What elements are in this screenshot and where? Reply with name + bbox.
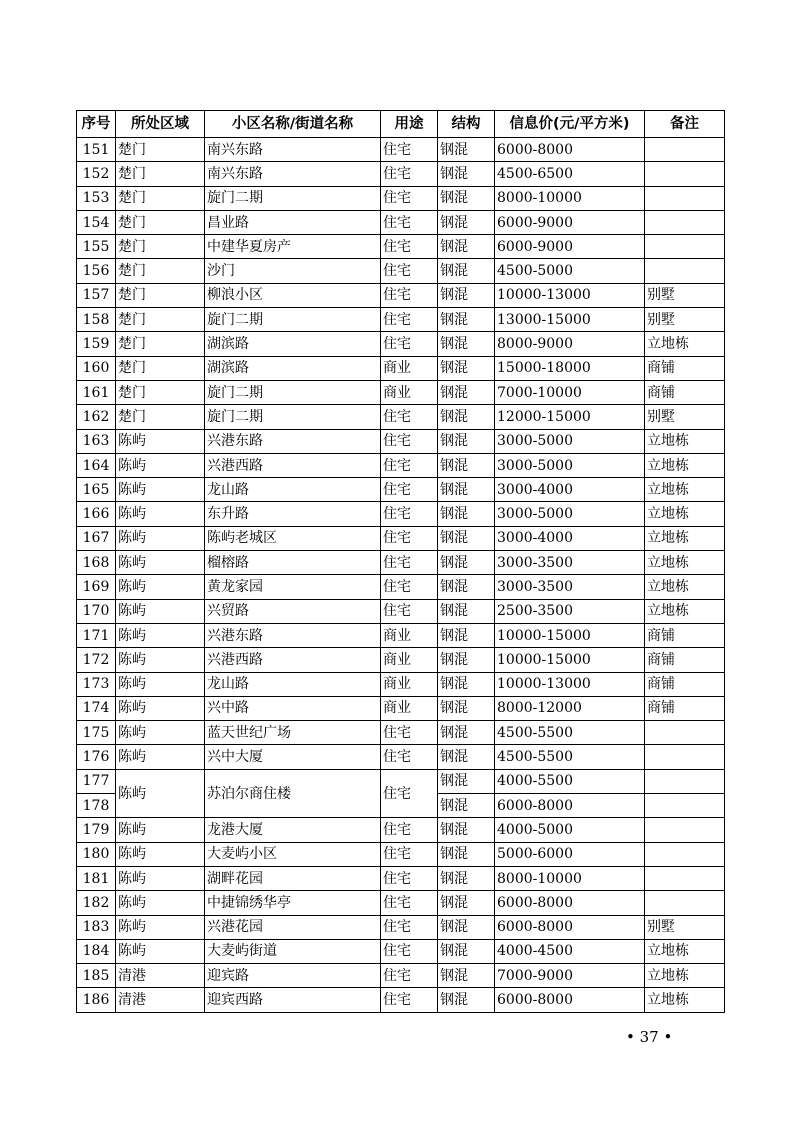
row-price: 6000-8000: [495, 891, 645, 915]
row-number: 162: [77, 405, 116, 429]
row-name: 兴港西路: [205, 453, 381, 477]
table-row: [77, 696, 725, 720]
table-row: [77, 745, 725, 769]
row-name: 兴中路: [205, 696, 381, 720]
row-number: 157: [77, 283, 116, 307]
row-use: 住宅: [381, 988, 438, 1012]
row-area: 楚门: [116, 138, 205, 162]
table-row: [77, 672, 725, 696]
row-price: 4500-5500: [495, 745, 645, 769]
row-note: [645, 891, 725, 915]
row-name: 南兴东路: [205, 162, 381, 186]
row-structure: 钢混: [438, 186, 495, 210]
row-note: 别墅: [645, 405, 725, 429]
row-use: 住宅: [381, 769, 438, 818]
row-structure: 钢混: [438, 915, 495, 939]
header-use: 用途: [381, 111, 438, 138]
row-area: 楚门: [116, 186, 205, 210]
row-price: 7000-10000: [495, 380, 645, 404]
row-structure: 钢混: [438, 818, 495, 842]
row-use: 住宅: [381, 502, 438, 526]
row-area: 陈屿: [116, 551, 205, 575]
row-price: 3000-5000: [495, 453, 645, 477]
row-use: 住宅: [381, 915, 438, 939]
row-name: 龙山路: [205, 672, 381, 696]
table-row: [77, 866, 725, 890]
row-name: 兴中大厦: [205, 745, 381, 769]
row-name: 兴港花园: [205, 915, 381, 939]
row-note: 立地栋: [645, 429, 725, 453]
row-price: 10000-15000: [495, 623, 645, 647]
row-note: [645, 745, 725, 769]
row-number: 178: [77, 794, 116, 818]
row-number: 176: [77, 745, 116, 769]
row-number: 158: [77, 308, 116, 332]
row-use: 商业: [381, 696, 438, 720]
row-structure: 钢混: [438, 794, 495, 818]
row-price: 6000-8000: [495, 138, 645, 162]
row-note: 立地栋: [645, 502, 725, 526]
row-area: 陈屿: [116, 745, 205, 769]
row-price: 3000-4000: [495, 478, 645, 502]
row-area: 清港: [116, 988, 205, 1012]
row-use: 住宅: [381, 818, 438, 842]
row-area: 陈屿: [116, 648, 205, 672]
row-price: 2500-3500: [495, 599, 645, 623]
row-note: [645, 794, 725, 818]
row-area: 楚门: [116, 380, 205, 404]
row-use: 住宅: [381, 721, 438, 745]
row-number: 165: [77, 478, 116, 502]
row-note: 别墅: [645, 308, 725, 332]
row-note: 立地栋: [645, 526, 725, 550]
row-number: 184: [77, 939, 116, 963]
table-row: [77, 721, 725, 745]
row-number: 183: [77, 915, 116, 939]
table-row: [77, 769, 725, 793]
table-row: [77, 429, 725, 453]
table-row: [77, 599, 725, 623]
row-note: 立地栋: [645, 453, 725, 477]
row-name: 迎宾路: [205, 964, 381, 988]
row-use: 商业: [381, 380, 438, 404]
table-row: [77, 259, 725, 283]
row-number: 163: [77, 429, 116, 453]
row-number: 169: [77, 575, 116, 599]
row-use: 住宅: [381, 599, 438, 623]
row-area: 楚门: [116, 162, 205, 186]
row-note: 别墅: [645, 283, 725, 307]
row-structure: 钢混: [438, 162, 495, 186]
row-area: 陈屿: [116, 842, 205, 866]
row-structure: 钢混: [438, 866, 495, 890]
row-name: 湖滨路: [205, 332, 381, 356]
row-use: 住宅: [381, 308, 438, 332]
row-structure: 钢混: [438, 988, 495, 1012]
row-name: 旋门二期: [205, 308, 381, 332]
row-number: 182: [77, 891, 116, 915]
row-note: 立地栋: [645, 988, 725, 1012]
row-note: 立地栋: [645, 478, 725, 502]
row-use: 住宅: [381, 939, 438, 963]
row-price: 4500-5500: [495, 721, 645, 745]
row-area: 清港: [116, 964, 205, 988]
row-note: 商铺: [645, 356, 725, 380]
row-name: 兴贸路: [205, 599, 381, 623]
row-price: 4500-5000: [495, 259, 645, 283]
row-use: 住宅: [381, 478, 438, 502]
row-name: 东升路: [205, 502, 381, 526]
row-area: 楚门: [116, 405, 205, 429]
row-area: 楚门: [116, 283, 205, 307]
row-note: 立地栋: [645, 575, 725, 599]
row-note: 立地栋: [645, 551, 725, 575]
table-row: [77, 891, 725, 915]
table-row: [77, 235, 725, 259]
row-use: 住宅: [381, 575, 438, 599]
row-number: 152: [77, 162, 116, 186]
row-area: 陈屿: [116, 818, 205, 842]
row-number: 186: [77, 988, 116, 1012]
row-name: 大麦屿街道: [205, 939, 381, 963]
row-number: 164: [77, 453, 116, 477]
header-price: 信息价(元/平方米): [495, 111, 645, 138]
row-structure: 钢混: [438, 235, 495, 259]
row-structure: 钢混: [438, 380, 495, 404]
row-note: 立地栋: [645, 964, 725, 988]
row-number: 179: [77, 818, 116, 842]
row-area: 楚门: [116, 356, 205, 380]
row-number: 166: [77, 502, 116, 526]
row-name: 黄龙家园: [205, 575, 381, 599]
table-row: [77, 623, 725, 647]
row-use: 商业: [381, 648, 438, 672]
row-use: 住宅: [381, 259, 438, 283]
table-row: [77, 283, 725, 307]
row-price: 8000-10000: [495, 866, 645, 890]
row-area: 陈屿: [116, 526, 205, 550]
row-area: 楚门: [116, 235, 205, 259]
row-price: 5000-6000: [495, 842, 645, 866]
table-row: [77, 648, 725, 672]
row-note: 商铺: [645, 380, 725, 404]
row-area: 陈屿: [116, 599, 205, 623]
row-structure: 钢混: [438, 623, 495, 647]
row-price: 3000-3500: [495, 575, 645, 599]
row-name: 陈屿老城区: [205, 526, 381, 550]
table-row: [77, 988, 725, 1012]
row-price: 10000-13000: [495, 672, 645, 696]
row-number: 174: [77, 696, 116, 720]
price-table: [76, 110, 725, 1013]
row-number: 160: [77, 356, 116, 380]
row-note: 立地栋: [645, 599, 725, 623]
row-note: 别墅: [645, 915, 725, 939]
row-area: 陈屿: [116, 478, 205, 502]
row-structure: 钢混: [438, 332, 495, 356]
row-number: 154: [77, 210, 116, 234]
row-structure: 钢混: [438, 842, 495, 866]
row-name: 迎宾西路: [205, 988, 381, 1012]
row-number: 155: [77, 235, 116, 259]
row-number: 167: [77, 526, 116, 550]
row-structure: 钢混: [438, 939, 495, 963]
row-name: 苏泊尔商住楼: [205, 769, 381, 818]
row-structure: 钢混: [438, 891, 495, 915]
row-structure: 钢混: [438, 259, 495, 283]
row-use: 商业: [381, 672, 438, 696]
row-number: 173: [77, 672, 116, 696]
row-use: 住宅: [381, 866, 438, 890]
row-area: 陈屿: [116, 429, 205, 453]
row-note: [645, 769, 725, 793]
row-structure: 钢混: [438, 429, 495, 453]
row-name: 中建华夏房产: [205, 235, 381, 259]
row-number: 180: [77, 842, 116, 866]
row-use: 住宅: [381, 235, 438, 259]
row-area: 陈屿: [116, 915, 205, 939]
row-note: [645, 210, 725, 234]
row-area: 楚门: [116, 308, 205, 332]
row-price: 6000-8000: [495, 915, 645, 939]
table-row: [77, 210, 725, 234]
row-area: 陈屿: [116, 502, 205, 526]
row-structure: 钢混: [438, 648, 495, 672]
row-area: 陈屿: [116, 623, 205, 647]
row-name: 旋门二期: [205, 405, 381, 429]
table-row: [77, 405, 725, 429]
row-name: 旋门二期: [205, 186, 381, 210]
row-structure: 钢混: [438, 308, 495, 332]
row-note: [645, 842, 725, 866]
row-price: 4500-6500: [495, 162, 645, 186]
row-note: 立地栋: [645, 939, 725, 963]
row-use: 住宅: [381, 429, 438, 453]
row-structure: 钢混: [438, 138, 495, 162]
row-area: 陈屿: [116, 453, 205, 477]
row-note: [645, 866, 725, 890]
row-number: 172: [77, 648, 116, 672]
row-price: 13000-15000: [495, 308, 645, 332]
row-note: 立地栋: [645, 332, 725, 356]
row-name: 兴港东路: [205, 623, 381, 647]
row-number: 181: [77, 866, 116, 890]
row-structure: 钢混: [438, 283, 495, 307]
row-price: 7000-9000: [495, 964, 645, 988]
table-header-row: [77, 111, 725, 138]
row-use: 住宅: [381, 842, 438, 866]
row-price: 3000-3500: [495, 551, 645, 575]
table-row: [77, 138, 725, 162]
row-number: 175: [77, 721, 116, 745]
row-structure: 钢混: [438, 696, 495, 720]
row-price: 12000-15000: [495, 405, 645, 429]
row-note: [645, 721, 725, 745]
row-price: 8000-9000: [495, 332, 645, 356]
row-price: 3000-5000: [495, 502, 645, 526]
row-use: 商业: [381, 356, 438, 380]
row-name: 兴港西路: [205, 648, 381, 672]
row-name: 柳浪小区: [205, 283, 381, 307]
row-price: 6000-9000: [495, 235, 645, 259]
row-price: 6000-8000: [495, 794, 645, 818]
row-note: [645, 259, 725, 283]
row-name: 湖畔花园: [205, 866, 381, 890]
row-structure: 钢混: [438, 745, 495, 769]
table-row: [77, 526, 725, 550]
table-row: [77, 842, 725, 866]
row-use: 住宅: [381, 745, 438, 769]
header-no: 序号: [77, 111, 116, 138]
row-structure: 钢混: [438, 453, 495, 477]
row-name: 昌业路: [205, 210, 381, 234]
table-body: [77, 138, 725, 1013]
row-area: 楚门: [116, 259, 205, 283]
row-note: 商铺: [645, 696, 725, 720]
row-name: 湖滨路: [205, 356, 381, 380]
row-price: 4000-5500: [495, 769, 645, 793]
row-structure: 钢混: [438, 502, 495, 526]
row-use: 住宅: [381, 210, 438, 234]
row-structure: 钢混: [438, 672, 495, 696]
table-row: [77, 551, 725, 575]
row-name: 蓝天世纪广场: [205, 721, 381, 745]
table-row: [77, 308, 725, 332]
row-number: 168: [77, 551, 116, 575]
table-row: [77, 478, 725, 502]
row-price: 6000-9000: [495, 210, 645, 234]
row-note: [645, 138, 725, 162]
row-structure: 钢混: [438, 964, 495, 988]
row-structure: 钢混: [438, 575, 495, 599]
row-use: 住宅: [381, 964, 438, 988]
row-structure: 钢混: [438, 210, 495, 234]
row-note: 商铺: [645, 672, 725, 696]
row-structure: 钢混: [438, 769, 495, 793]
row-price: 3000-4000: [495, 526, 645, 550]
table-row: [77, 575, 725, 599]
row-area: 陈屿: [116, 769, 205, 818]
table-row: [77, 453, 725, 477]
row-structure: 钢混: [438, 551, 495, 575]
row-price: 8000-12000: [495, 696, 645, 720]
row-price: 3000-5000: [495, 429, 645, 453]
row-structure: 钢混: [438, 405, 495, 429]
row-use: 住宅: [381, 283, 438, 307]
table-row: [77, 915, 725, 939]
row-number: 170: [77, 599, 116, 623]
table-row: [77, 332, 725, 356]
row-price: 8000-10000: [495, 186, 645, 210]
header-note: 备注: [645, 111, 725, 138]
row-use: 住宅: [381, 332, 438, 356]
row-name: 旋门二期: [205, 380, 381, 404]
header-structure: 结构: [438, 111, 495, 138]
table-row: [77, 818, 725, 842]
row-number: 177: [77, 769, 116, 793]
table-row: [77, 356, 725, 380]
row-note: 商铺: [645, 623, 725, 647]
row-use: 住宅: [381, 162, 438, 186]
row-use: 住宅: [381, 526, 438, 550]
header-area: 所处区域: [116, 111, 205, 138]
row-use: 住宅: [381, 891, 438, 915]
row-name: 南兴东路: [205, 138, 381, 162]
row-number: 153: [77, 186, 116, 210]
table-row: [77, 186, 725, 210]
row-number: 156: [77, 259, 116, 283]
row-structure: 钢混: [438, 721, 495, 745]
row-use: 住宅: [381, 551, 438, 575]
row-area: 陈屿: [116, 575, 205, 599]
row-use: 住宅: [381, 453, 438, 477]
row-name: 沙门: [205, 259, 381, 283]
row-price: 10000-13000: [495, 283, 645, 307]
row-price: 15000-18000: [495, 356, 645, 380]
row-name: 中捷锦绣华亭: [205, 891, 381, 915]
row-price: 6000-8000: [495, 988, 645, 1012]
row-note: [645, 186, 725, 210]
row-use: 住宅: [381, 138, 438, 162]
row-note: 商铺: [645, 648, 725, 672]
row-use: 住宅: [381, 186, 438, 210]
row-structure: 钢混: [438, 356, 495, 380]
row-structure: 钢混: [438, 526, 495, 550]
row-name: 榴榕路: [205, 551, 381, 575]
row-price: 4000-4500: [495, 939, 645, 963]
page-number: • 37 •: [626, 1028, 673, 1046]
row-area: 陈屿: [116, 696, 205, 720]
row-area: 陈屿: [116, 866, 205, 890]
table-row: [77, 162, 725, 186]
row-area: 陈屿: [116, 891, 205, 915]
row-number: 185: [77, 964, 116, 988]
row-area: 楚门: [116, 210, 205, 234]
table-row: [77, 502, 725, 526]
row-price: 10000-15000: [495, 648, 645, 672]
row-area: 陈屿: [116, 939, 205, 963]
row-area: 陈屿: [116, 672, 205, 696]
row-area: 陈屿: [116, 721, 205, 745]
row-use: 住宅: [381, 405, 438, 429]
row-structure: 钢混: [438, 599, 495, 623]
row-number: 151: [77, 138, 116, 162]
row-note: [645, 235, 725, 259]
table-row: [77, 939, 725, 963]
row-number: 161: [77, 380, 116, 404]
row-structure: 钢混: [438, 478, 495, 502]
row-name: 兴港东路: [205, 429, 381, 453]
row-price: 4000-5000: [495, 818, 645, 842]
row-name: 大麦屿小区: [205, 842, 381, 866]
row-name: 龙山路: [205, 478, 381, 502]
row-number: 159: [77, 332, 116, 356]
row-number: 171: [77, 623, 116, 647]
row-use: 商业: [381, 623, 438, 647]
row-area: 楚门: [116, 332, 205, 356]
row-note: [645, 818, 725, 842]
row-name: 龙港大厦: [205, 818, 381, 842]
row-note: [645, 162, 725, 186]
header-name: 小区名称/街道名称: [205, 111, 381, 138]
table-row: [77, 380, 725, 404]
table-row: [77, 964, 725, 988]
